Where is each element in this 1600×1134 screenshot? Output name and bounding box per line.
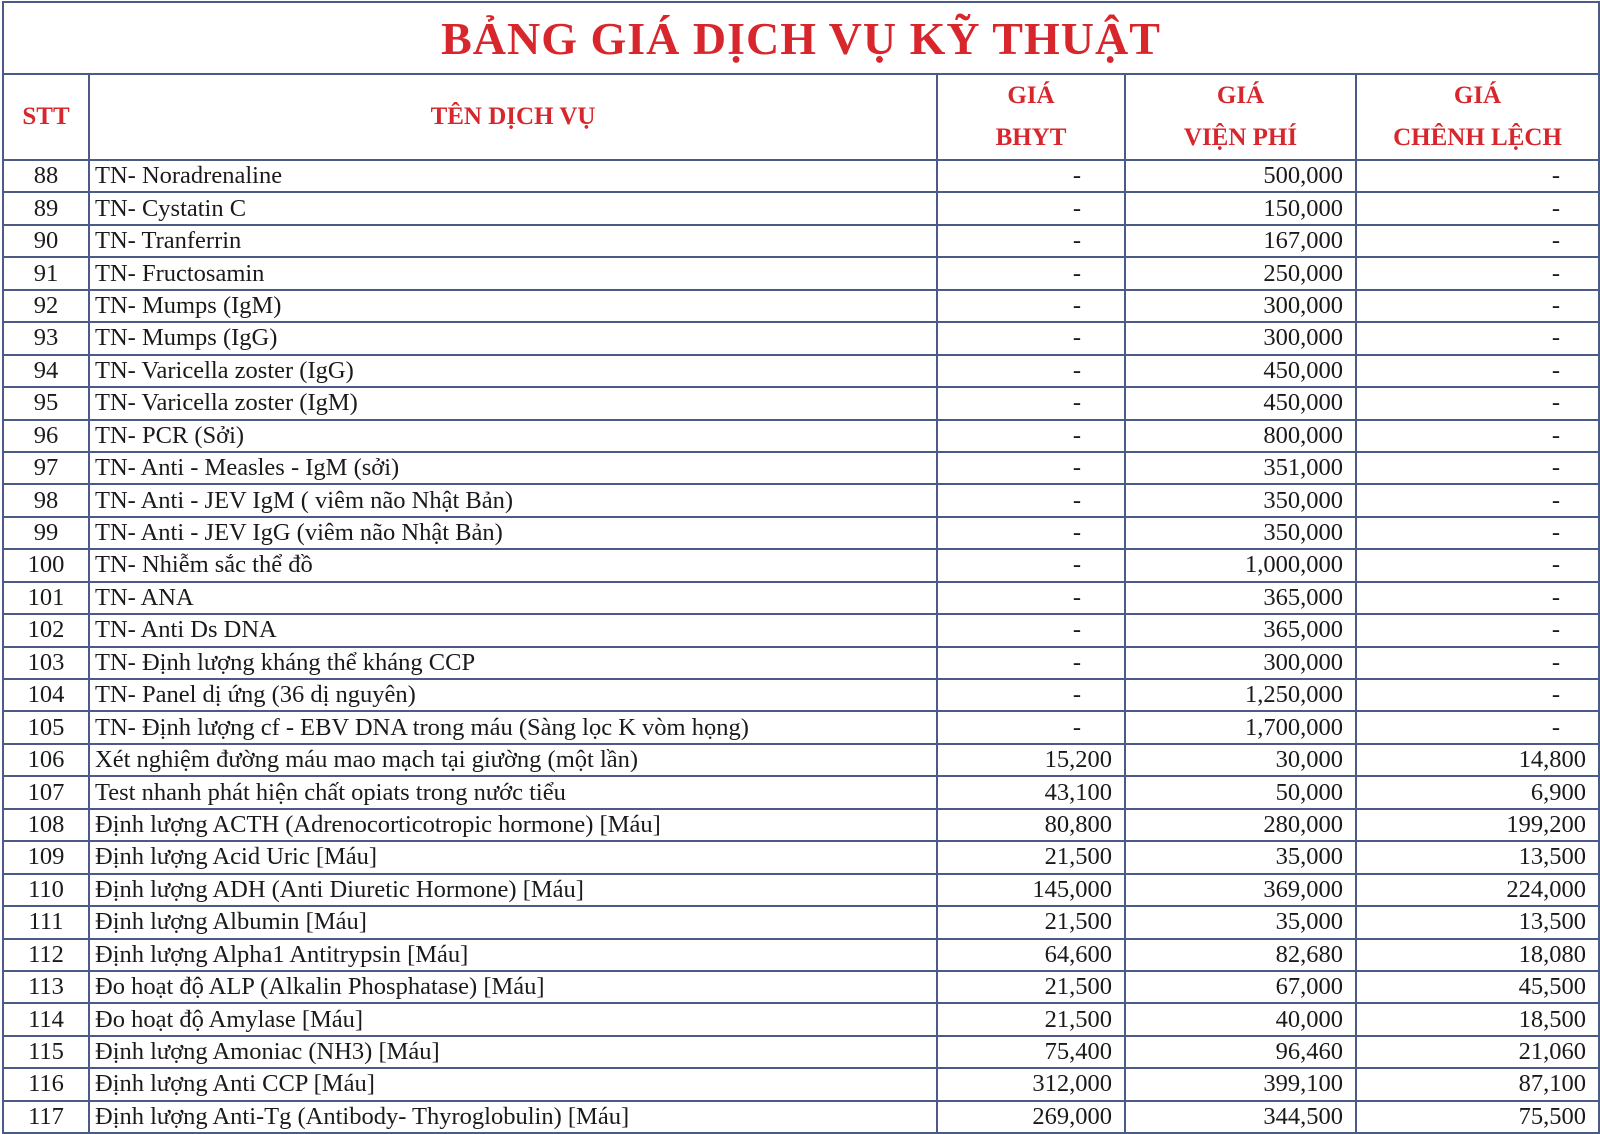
- row-service-name: TN- Varicella zoster (IgG): [89, 355, 937, 387]
- row-price-difference: 13,500: [1356, 906, 1599, 938]
- row-stt: 111: [3, 906, 89, 938]
- row-service-name: TN- Panel dị ứng (36 dị nguyên): [89, 679, 937, 711]
- row-bhyt-price: -: [937, 549, 1125, 581]
- row-stt: 94: [3, 355, 89, 387]
- table-row: [3, 744, 1599, 776]
- row-price-difference: -: [1356, 290, 1599, 322]
- row-bhyt-price: 64,600: [937, 939, 1125, 971]
- row-stt: 117: [3, 1101, 89, 1133]
- row-service-name: Định lượng ACTH (Adrenocorticotropic hormone) [Máu]: [89, 809, 937, 841]
- table-body: [3, 160, 1599, 1133]
- table-row: [3, 906, 1599, 938]
- row-hospital-fee: 50,000: [1125, 776, 1356, 808]
- table-row: [3, 322, 1599, 354]
- row-bhyt-price: -: [937, 290, 1125, 322]
- row-hospital-fee: 280,000: [1125, 809, 1356, 841]
- row-bhyt-price: -: [937, 452, 1125, 484]
- table-row: [3, 971, 1599, 1003]
- row-stt: 99: [3, 517, 89, 549]
- row-hospital-fee: 40,000: [1125, 1003, 1356, 1035]
- row-price-difference: -: [1356, 355, 1599, 387]
- table-row: [3, 225, 1599, 257]
- table-row: [3, 484, 1599, 516]
- row-bhyt-price: -: [937, 160, 1125, 192]
- table-row: [3, 452, 1599, 484]
- row-service-name: Định lượng Alpha1 Antitrypsin [Máu]: [89, 939, 937, 971]
- row-hospital-fee: 300,000: [1125, 290, 1356, 322]
- row-hospital-fee: 1,700,000: [1125, 711, 1356, 743]
- row-hospital-fee: 351,000: [1125, 452, 1356, 484]
- header-service-name: TÊN DỊCH VỤ: [89, 74, 937, 160]
- header-cl-line2: CHÊNH LỆCH: [1393, 124, 1562, 151]
- row-hospital-fee: 1,000,000: [1125, 549, 1356, 581]
- row-stt: 103: [3, 647, 89, 679]
- row-service-name: Test nhanh phát hiện chất opiats trong nước tiểu: [89, 776, 937, 808]
- row-service-name: Định lượng Acid Uric [Máu]: [89, 841, 937, 873]
- row-bhyt-price: -: [937, 711, 1125, 743]
- row-bhyt-price: -: [937, 225, 1125, 257]
- row-service-name: TN- PCR (Sởi): [89, 420, 937, 452]
- row-stt: 112: [3, 939, 89, 971]
- table-row: [3, 647, 1599, 679]
- row-service-name: TN- Anti - JEV IgG (viêm não Nhật Bản): [89, 517, 937, 549]
- row-service-name: Định lượng Anti CCP [Máu]: [89, 1068, 937, 1100]
- row-bhyt-price: -: [937, 322, 1125, 354]
- row-bhyt-price: -: [937, 582, 1125, 614]
- row-stt: 109: [3, 841, 89, 873]
- row-price-difference: -: [1356, 387, 1599, 419]
- row-stt: 89: [3, 192, 89, 224]
- row-hospital-fee: 399,100: [1125, 1068, 1356, 1100]
- row-hospital-fee: 500,000: [1125, 160, 1356, 192]
- row-bhyt-price: -: [937, 484, 1125, 516]
- table-row: [3, 192, 1599, 224]
- row-stt: 90: [3, 225, 89, 257]
- table-row: [3, 420, 1599, 452]
- row-hospital-fee: 350,000: [1125, 484, 1356, 516]
- table-row: [3, 355, 1599, 387]
- table-row: [3, 582, 1599, 614]
- header-row: [3, 74, 1599, 160]
- row-stt: 110: [3, 874, 89, 906]
- row-price-difference: 224,000: [1356, 874, 1599, 906]
- row-price-difference: -: [1356, 647, 1599, 679]
- row-hospital-fee: 350,000: [1125, 517, 1356, 549]
- row-stt: 105: [3, 711, 89, 743]
- row-service-name: TN- Mumps (IgG): [89, 322, 937, 354]
- row-bhyt-price: 15,200: [937, 744, 1125, 776]
- table-row: [3, 290, 1599, 322]
- row-stt: 116: [3, 1068, 89, 1100]
- row-stt: 92: [3, 290, 89, 322]
- row-stt: 95: [3, 387, 89, 419]
- table-row: [3, 679, 1599, 711]
- title-row: [3, 2, 1599, 74]
- price-table-sheet: [2, 1, 1598, 1132]
- row-bhyt-price: -: [937, 257, 1125, 289]
- row-price-difference: -: [1356, 420, 1599, 452]
- row-hospital-fee: 35,000: [1125, 841, 1356, 873]
- row-bhyt-price: 21,500: [937, 841, 1125, 873]
- row-hospital-fee: 365,000: [1125, 614, 1356, 646]
- row-bhyt-price: -: [937, 614, 1125, 646]
- row-stt: 104: [3, 679, 89, 711]
- row-service-name: TN- Định lượng kháng thể kháng CCP: [89, 647, 937, 679]
- row-bhyt-price: -: [937, 387, 1125, 419]
- row-hospital-fee: 365,000: [1125, 582, 1356, 614]
- row-service-name: TN- Mumps (IgM): [89, 290, 937, 322]
- row-bhyt-price: -: [937, 517, 1125, 549]
- row-service-name: Xét nghiệm đường máu mao mạch tại giường (một lần): [89, 744, 937, 776]
- table-row: [3, 874, 1599, 906]
- row-service-name: TN- Anti - Measles - IgM (sởi): [89, 452, 937, 484]
- row-stt: 101: [3, 582, 89, 614]
- row-price-difference: 199,200: [1356, 809, 1599, 841]
- header-bhyt-line2: BHYT: [995, 124, 1067, 151]
- row-stt: 107: [3, 776, 89, 808]
- row-price-difference: 75,500: [1356, 1101, 1599, 1133]
- row-stt: 88: [3, 160, 89, 192]
- page-title: BẢNG GIÁ DỊCH VỤ KỸ THUẬT: [3, 2, 1599, 74]
- row-bhyt-price: -: [937, 355, 1125, 387]
- row-price-difference: -: [1356, 582, 1599, 614]
- row-hospital-fee: 300,000: [1125, 322, 1356, 354]
- row-bhyt-price: 145,000: [937, 874, 1125, 906]
- row-price-difference: 87,100: [1356, 1068, 1599, 1100]
- row-hospital-fee: 67,000: [1125, 971, 1356, 1003]
- row-service-name: TN- Nhiễm sắc thể đồ: [89, 549, 937, 581]
- header-bhyt-line1: GIÁ: [1007, 82, 1055, 109]
- row-service-name: TN- Cystatin C: [89, 192, 937, 224]
- row-service-name: Định lượng Anti-Tg (Antibody- Thyroglobulin) [Máu]: [89, 1101, 937, 1133]
- header-vp-line1: GIÁ: [1216, 82, 1265, 109]
- row-service-name: TN- Định lượng cf - EBV DNA trong máu (Sàng lọc K vòm họng): [89, 711, 937, 743]
- row-bhyt-price: 21,500: [937, 1003, 1125, 1035]
- table-row: [3, 809, 1599, 841]
- row-hospital-fee: 250,000: [1125, 257, 1356, 289]
- row-bhyt-price: -: [937, 647, 1125, 679]
- table-row: [3, 549, 1599, 581]
- row-price-difference: 21,060: [1356, 1036, 1599, 1068]
- row-bhyt-price: 21,500: [937, 971, 1125, 1003]
- row-stt: 93: [3, 322, 89, 354]
- row-stt: 98: [3, 484, 89, 516]
- row-hospital-fee: 800,000: [1125, 420, 1356, 452]
- row-stt: 97: [3, 452, 89, 484]
- row-price-difference: 13,500: [1356, 841, 1599, 873]
- row-bhyt-price: -: [937, 679, 1125, 711]
- row-price-difference: -: [1356, 452, 1599, 484]
- table-row: [3, 1068, 1599, 1100]
- table-row: [3, 160, 1599, 192]
- header-bhyt-price: [937, 74, 1125, 160]
- row-stt: 96: [3, 420, 89, 452]
- row-service-name: Định lượng ADH (Anti Diuretic Hormone) [Máu]: [89, 874, 937, 906]
- row-price-difference: 14,800: [1356, 744, 1599, 776]
- table-row: [3, 387, 1599, 419]
- row-stt: 115: [3, 1036, 89, 1068]
- row-service-name: TN- Anti - JEV IgM ( viêm não Nhật Bản): [89, 484, 937, 516]
- row-price-difference: 18,080: [1356, 939, 1599, 971]
- table-row: [3, 517, 1599, 549]
- row-bhyt-price: 312,000: [937, 1068, 1125, 1100]
- row-service-name: TN- Fructosamin: [89, 257, 937, 289]
- header-price-difference: [1356, 74, 1599, 160]
- row-hospital-fee: 450,000: [1125, 387, 1356, 419]
- row-price-difference: -: [1356, 549, 1599, 581]
- price-table: [2, 1, 1600, 1134]
- table-row: [3, 939, 1599, 971]
- row-price-difference: 45,500: [1356, 971, 1599, 1003]
- row-service-name: TN- ANA: [89, 582, 937, 614]
- row-price-difference: -: [1356, 322, 1599, 354]
- row-stt: 113: [3, 971, 89, 1003]
- row-price-difference: -: [1356, 517, 1599, 549]
- header-cl-line1: GIÁ: [1453, 82, 1502, 109]
- row-service-name: Định lượng Albumin [Máu]: [89, 906, 937, 938]
- row-bhyt-price: -: [937, 420, 1125, 452]
- row-stt: 91: [3, 257, 89, 289]
- table-row: [3, 257, 1599, 289]
- row-service-name: TN- Varicella zoster (IgM): [89, 387, 937, 419]
- row-hospital-fee: 96,460: [1125, 1036, 1356, 1068]
- row-hospital-fee: 30,000: [1125, 744, 1356, 776]
- row-stt: 108: [3, 809, 89, 841]
- row-price-difference: -: [1356, 257, 1599, 289]
- row-hospital-fee: 344,500: [1125, 1101, 1356, 1133]
- row-hospital-fee: 167,000: [1125, 225, 1356, 257]
- row-service-name: Đo hoạt độ Amylase [Máu]: [89, 1003, 937, 1035]
- row-price-difference: -: [1356, 614, 1599, 646]
- header-hospital-fee: [1125, 74, 1356, 160]
- row-stt: 100: [3, 549, 89, 581]
- row-bhyt-price: 269,000: [937, 1101, 1125, 1133]
- row-hospital-fee: 150,000: [1125, 192, 1356, 224]
- header-vp-line2: VIỆN PHÍ: [1183, 124, 1298, 151]
- row-price-difference: -: [1356, 711, 1599, 743]
- table-row: [3, 776, 1599, 808]
- row-price-difference: 18,500: [1356, 1003, 1599, 1035]
- row-hospital-fee: 300,000: [1125, 647, 1356, 679]
- row-service-name: Định lượng Amoniac (NH3) [Máu]: [89, 1036, 937, 1068]
- row-stt: 106: [3, 744, 89, 776]
- table-row: [3, 614, 1599, 646]
- row-price-difference: -: [1356, 225, 1599, 257]
- row-bhyt-price: 21,500: [937, 906, 1125, 938]
- row-service-name: TN- Tranferrin: [89, 225, 937, 257]
- row-bhyt-price: 43,100: [937, 776, 1125, 808]
- row-price-difference: -: [1356, 679, 1599, 711]
- row-price-difference: -: [1356, 160, 1599, 192]
- table-row: [3, 1101, 1599, 1133]
- row-bhyt-price: 75,400: [937, 1036, 1125, 1068]
- row-hospital-fee: 450,000: [1125, 355, 1356, 387]
- row-service-name: TN- Noradrenaline: [89, 160, 937, 192]
- row-hospital-fee: 82,680: [1125, 939, 1356, 971]
- row-bhyt-price: 80,800: [937, 809, 1125, 841]
- row-bhyt-price: -: [937, 192, 1125, 224]
- header-stt: STT: [3, 74, 89, 160]
- row-stt: 114: [3, 1003, 89, 1035]
- row-hospital-fee: 1,250,000: [1125, 679, 1356, 711]
- row-price-difference: -: [1356, 484, 1599, 516]
- row-price-difference: -: [1356, 192, 1599, 224]
- row-service-name: Đo hoạt độ ALP (Alkalin Phosphatase) [Máu]: [89, 971, 937, 1003]
- table-row: [3, 1036, 1599, 1068]
- row-service-name: TN- Anti Ds DNA: [89, 614, 937, 646]
- row-hospital-fee: 369,000: [1125, 874, 1356, 906]
- table-row: [3, 1003, 1599, 1035]
- row-price-difference: 6,900: [1356, 776, 1599, 808]
- row-stt: 102: [3, 614, 89, 646]
- table-row: [3, 711, 1599, 743]
- row-hospital-fee: 35,000: [1125, 906, 1356, 938]
- table-row: [3, 841, 1599, 873]
